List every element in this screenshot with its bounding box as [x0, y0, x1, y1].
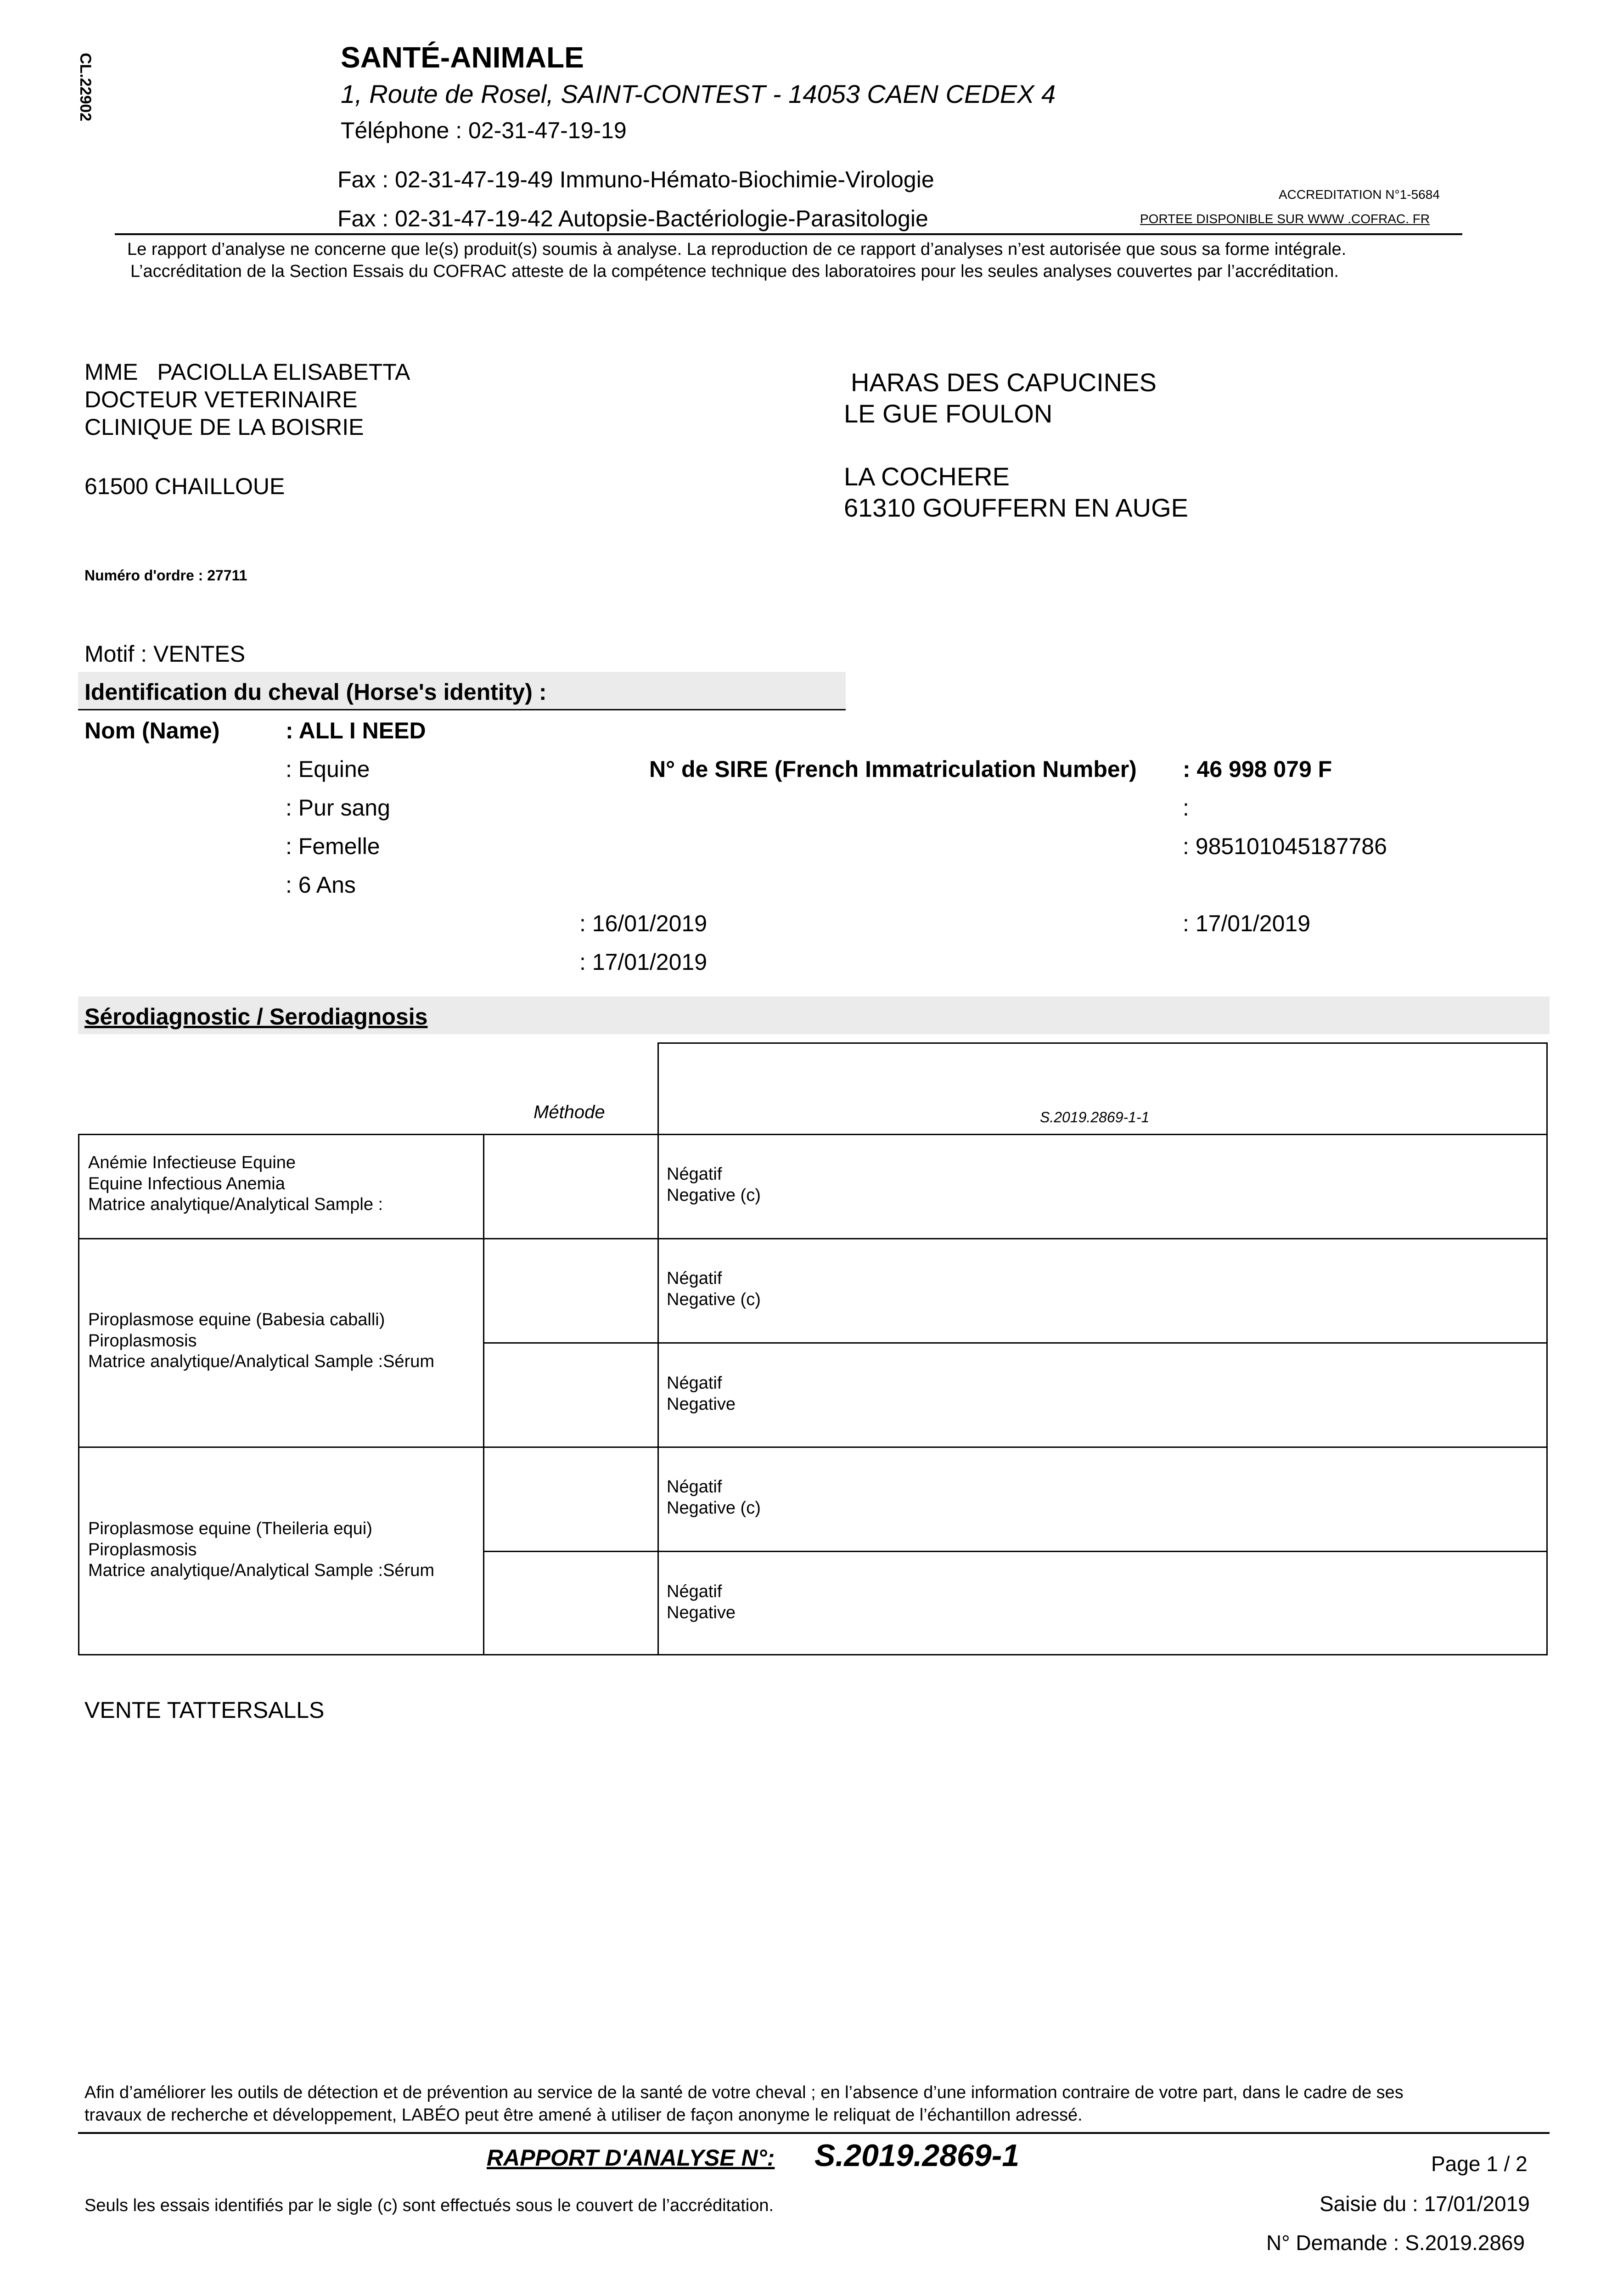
- result-line: Négatif: [667, 1582, 722, 1601]
- test-name-line: Equine Infectious Anemia: [88, 1174, 285, 1193]
- method-header: Méthode: [534, 1102, 605, 1122]
- lab-fax-1: Fax : 02-31-47-19-49 Immuno-Hémato-Biochimie-Virologie: [337, 167, 934, 192]
- test-name-line: Matrice analytique/Analytical Sample :Sérum: [88, 1352, 435, 1372]
- test-name-line: Piroplasmose equine (Theileria equi): [88, 1519, 372, 1538]
- sender-line-1: MME PACIOLLA ELISABETTA: [84, 359, 410, 385]
- recipient-line-2: LE GUE FOULON: [844, 399, 1053, 428]
- identification-rule: [78, 709, 846, 710]
- header-rule: [115, 233, 1462, 235]
- saisie-date: Saisie du : 17/01/2019: [1320, 2192, 1530, 2216]
- identification-heading: Identification du cheval (Horse's identity) :: [84, 679, 547, 705]
- test-name-line: Matrice analytique/Analytical Sample :Sérum: [88, 1561, 435, 1581]
- sale-note: VENTE TATTERSALLS: [84, 1697, 325, 1723]
- disclaimer-line-1: Le rapport d’analyse ne concerne que le(s) produit(s) soumis à analyse. La reproduction de ce rapport d’analyses n’est autorisée que sous sa forme intégrale.: [127, 240, 1347, 259]
- motif: Motif : VENTES: [84, 641, 246, 667]
- test-name-line: Piroplasmosis: [88, 1331, 197, 1351]
- sender-line-3: CLINIQUE DE LA BOISRIE: [84, 414, 364, 440]
- test-result-theileria-1: [667, 1477, 761, 1519]
- test-name-aie: [88, 1153, 383, 1216]
- result-line: Négatif: [667, 1373, 722, 1393]
- sender-line-4: 61500 CHAILLOUE: [84, 473, 285, 499]
- disclaimer-line-2: L’accréditation de la Section Essais du COFRAC atteste de la compétence technique des laboratoires pour les seules analyses couvertes par l’accréditation.: [130, 262, 1339, 281]
- sender-address: [84, 358, 410, 441]
- table-row-line-2: [78, 1446, 1548, 1448]
- result-line: Négatif: [667, 1165, 722, 1184]
- test-result-aie: [667, 1164, 761, 1206]
- table-subrow-line-1: [483, 1342, 1548, 1344]
- horse-species: : Equine: [286, 756, 370, 782]
- test-name-line: Piroplasmose equine (Babesia caballi): [88, 1310, 385, 1329]
- test-name-line: Anémie Infectieuse Equine: [88, 1153, 296, 1172]
- result-line: Négatif: [667, 1269, 722, 1288]
- order-number: Numéro d'ordre : 27711: [84, 567, 247, 584]
- table-col-line-2: [657, 1134, 659, 1655]
- result-line: Negative: [667, 1603, 736, 1622]
- test-name-theileria: [88, 1519, 434, 1581]
- test-result-babesia-1: [667, 1268, 761, 1310]
- result-line: Negative (c): [667, 1185, 761, 1205]
- lab-address: 1, Route de Rosel, SAINT-CONTEST - 14053 CAEN CEDEX 4: [341, 79, 1056, 108]
- sender-line-2: DOCTEUR VETERINAIRE: [84, 387, 358, 412]
- accreditation-note: Seuls les essais identifiés par le sigle (c) sont effectués sous le couvert de l’accréditation.: [84, 2196, 774, 2215]
- result-line: Negative: [667, 1394, 736, 1414]
- horse-chip: : 985101045187786: [1183, 833, 1387, 859]
- cofrac-link[interactable]: PORTEE DISPONIBLE SUR WWW .COFRAC. FR: [1140, 212, 1430, 226]
- table-col-line-1: [483, 1134, 484, 1655]
- horse-breed-right: :: [1183, 795, 1189, 821]
- footer-rule: [78, 2132, 1550, 2134]
- horse-breed: : Pur sang: [286, 795, 390, 821]
- recipient-line-3: LA COCHERE: [844, 462, 1010, 491]
- horse-age: : 6 Ans: [286, 872, 356, 898]
- footer-info-line-2: travaux de recherche et développement, LABÉO peut être amené à utiliser de façon anonyme le reliquat de l’échantillon adressé.: [84, 2105, 1083, 2125]
- sire-label: N° de SIRE (French Immatriculation Number): [649, 756, 1137, 782]
- lab-phone: Téléphone : 02-31-47-19-19: [341, 118, 627, 143]
- table-subrow-line-2: [483, 1551, 1548, 1552]
- date-2: : 17/01/2019: [579, 949, 708, 975]
- lab-name: SANTÉ-ANIMALE: [341, 41, 584, 74]
- horse-name-label: Nom (Name): [84, 718, 220, 743]
- date-1: : 16/01/2019: [579, 911, 708, 936]
- report-number: S.2019.2869-1: [814, 2138, 1020, 2173]
- result-line: Négatif: [667, 1477, 722, 1497]
- recipient-line-4: 61310 GOUFFERN EN AUGE: [844, 493, 1189, 522]
- footer-info-line-1: Afin d’améliorer les outils de détection et de prévention au service de la santé de votre cheval ; en l’absence d’une information contraire de votre part, dans le cadre de ses: [84, 2083, 1404, 2102]
- table-row-line-1: [78, 1238, 1548, 1239]
- sample-header: S.2019.2869-1-1: [1040, 1109, 1150, 1125]
- horse-sex: : Femelle: [286, 833, 380, 859]
- test-name-babesia: [88, 1310, 434, 1373]
- recipient-line-1: HARAS DES CAPUCINES: [851, 368, 1157, 397]
- page-number: Page 1 / 2: [1431, 2152, 1528, 2176]
- demande-number: N° Demande : S.2019.2869: [1266, 2231, 1525, 2255]
- side-code: CL.22902: [77, 53, 94, 122]
- result-line: Negative (c): [667, 1498, 761, 1518]
- result-line: Negative (c): [667, 1289, 761, 1309]
- test-name-line: Piroplasmosis: [88, 1540, 197, 1559]
- horse-name-value: : ALL I NEED: [286, 718, 426, 743]
- test-result-babesia-2: [667, 1373, 736, 1415]
- accreditation-number: ACCREDITATION N°1-5684: [1279, 187, 1440, 202]
- date-1-right: : 17/01/2019: [1183, 911, 1311, 936]
- report-label: RAPPORT D'ANALYSE N°:: [487, 2145, 775, 2171]
- sire-value: : 46 998 079 F: [1183, 756, 1332, 782]
- test-name-line: Matrice analytique/Analytical Sample :: [88, 1195, 383, 1215]
- test-result-theileria-2: [667, 1581, 736, 1623]
- serodiagnostic-heading: Sérodiagnostic / Serodiagnosis: [84, 1004, 428, 1030]
- lab-fax-2: Fax : 02-31-47-19-42 Autopsie-Bactériologie-Parasitologie: [337, 206, 928, 231]
